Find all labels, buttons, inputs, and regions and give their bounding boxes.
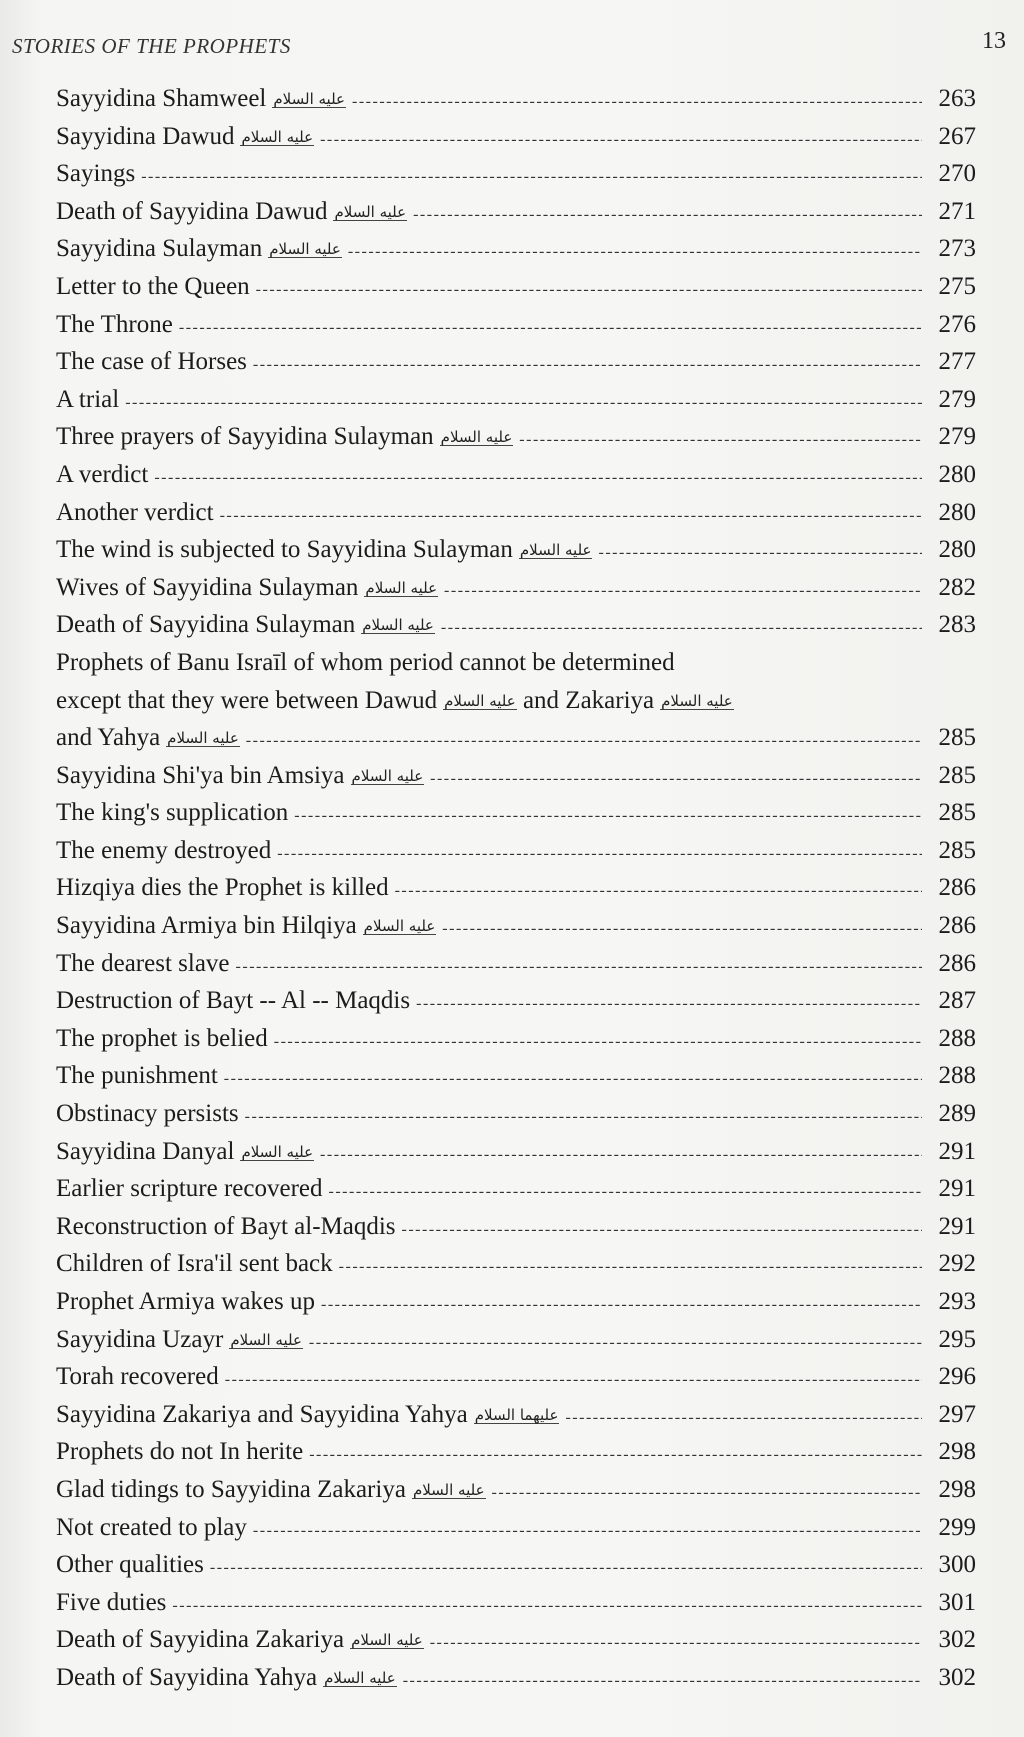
toc-entry xyxy=(56,757,976,795)
honorific-calligraphy: عليه السلام xyxy=(351,1631,423,1650)
dot-leader xyxy=(309,1436,922,1474)
toc-entry-title: A trial xyxy=(56,385,120,413)
toc-entry-page: 263 xyxy=(938,85,976,112)
toc-entry xyxy=(56,456,976,494)
toc-entry-title: A verdict xyxy=(56,460,149,488)
toc-entry-title: Earlier scripture recovered xyxy=(56,1175,323,1203)
dot-leader xyxy=(274,1023,922,1061)
toc-entry-title: Torah recovered xyxy=(56,1363,219,1391)
dot-leader xyxy=(253,346,922,384)
toc-entry-line xyxy=(56,644,976,682)
toc-entry-page: 302 xyxy=(938,1626,976,1654)
toc-entry-page: 273 xyxy=(938,235,976,263)
toc-entry xyxy=(56,1095,976,1133)
toc-entry-page: 287 xyxy=(938,987,976,1015)
dot-leader xyxy=(492,1474,922,1512)
toc-entry xyxy=(56,907,976,945)
toc-entry-title: Five duties xyxy=(56,1588,167,1616)
toc-entry-title: Prophets do not In herite xyxy=(56,1438,304,1466)
toc-entry-page: 297 xyxy=(938,1400,976,1428)
toc-entry-title: The king's supplication xyxy=(56,799,289,827)
toc-entry-title: and Yahya xyxy=(56,724,161,752)
toc-entry-page: 285 xyxy=(938,836,976,864)
toc-entry-page: 296 xyxy=(938,1363,976,1391)
honorific-calligraphy: عليه السلام xyxy=(324,1668,396,1687)
toc-entry xyxy=(56,1471,976,1509)
toc-entry xyxy=(56,1509,976,1547)
toc-entry-title: Wives of Sayyidina Sulayman xyxy=(56,573,359,601)
table-of-contents xyxy=(56,80,976,1697)
toc-entry-page: 277 xyxy=(938,348,976,376)
toc-entry xyxy=(56,80,976,118)
toc-entry xyxy=(56,1659,976,1697)
dot-leader xyxy=(253,1512,922,1550)
dot-leader xyxy=(320,1136,922,1174)
toc-entry xyxy=(56,494,976,532)
dot-leader xyxy=(125,384,922,422)
toc-entry-page: 298 xyxy=(938,1475,976,1503)
honorific-calligraphy: عليه السلام xyxy=(241,1142,314,1161)
dot-leader xyxy=(309,1324,922,1362)
toc-entry xyxy=(56,1584,976,1622)
toc-entry xyxy=(56,1621,976,1659)
toc-entry-title: except that they were between Dawud xyxy=(56,686,438,714)
toc-entry xyxy=(56,268,976,306)
dot-leader xyxy=(246,722,922,760)
dot-leader xyxy=(416,985,922,1023)
toc-entry xyxy=(56,982,976,1020)
dot-leader xyxy=(141,158,922,196)
toc-entry xyxy=(56,1358,976,1396)
toc-entry xyxy=(56,1433,976,1471)
toc-entry xyxy=(56,155,976,193)
dot-leader xyxy=(256,271,922,309)
dot-leader xyxy=(294,797,922,835)
toc-entry-page: 279 xyxy=(938,385,976,413)
toc-entry-title: Children of Isra'il sent back xyxy=(56,1250,333,1278)
toc-entry-page: 282 xyxy=(938,573,976,601)
honorific-calligraphy: عليه السلام xyxy=(351,766,424,785)
toc-entry xyxy=(56,1283,976,1321)
toc-entry xyxy=(56,118,976,156)
dot-leader xyxy=(430,760,922,798)
dot-leader xyxy=(430,1624,922,1662)
toc-entry-title: Sayyidina Uzayr xyxy=(56,1325,224,1353)
page-number: 13 xyxy=(982,28,1006,54)
toc-entry xyxy=(56,1245,976,1283)
toc-entry-title: and Zakariya xyxy=(522,686,655,714)
toc-entry-page: 280 xyxy=(938,460,976,488)
toc-entry-page: 286 xyxy=(938,874,976,902)
toc-entry-page: 275 xyxy=(938,272,976,300)
dot-leader xyxy=(236,948,922,986)
toc-entry xyxy=(56,230,976,268)
toc-entry-page: 293 xyxy=(938,1288,976,1315)
dot-leader xyxy=(210,1549,922,1587)
toc-entry-page: 302 xyxy=(938,1663,976,1691)
toc-entry-page: 276 xyxy=(938,310,976,338)
toc-entry-title: Sayings xyxy=(56,160,136,188)
dot-leader xyxy=(598,534,922,572)
toc-entry-page: 288 xyxy=(938,1062,976,1090)
toc-entry-page: 270 xyxy=(938,160,976,188)
toc-entry-title: Three prayers of Sayyidina Sulayman xyxy=(56,423,434,451)
dot-leader xyxy=(321,1286,922,1324)
toc-entry-page: 292 xyxy=(938,1250,976,1278)
toc-entry-title: The prophet is belied xyxy=(56,1024,268,1052)
toc-entry xyxy=(56,832,976,870)
toc-entry-title: Death of Sayyidina Sulayman xyxy=(56,611,356,639)
dot-leader xyxy=(444,572,922,610)
toc-entry xyxy=(56,531,976,569)
toc-entry-title: Another verdict xyxy=(56,498,214,526)
dot-leader xyxy=(224,1060,922,1098)
toc-entry-page: 286 xyxy=(938,912,976,940)
dot-leader xyxy=(442,910,922,948)
toc-entry-page: 288 xyxy=(938,1024,976,1052)
honorific-calligraphy: عليه السلام xyxy=(230,1330,302,1349)
toc-entry-line xyxy=(56,682,976,720)
honorific-calligraphy: عليه السلام xyxy=(362,616,434,635)
toc-entry-page: 298 xyxy=(938,1438,976,1466)
dot-leader xyxy=(179,309,922,347)
toc-entry xyxy=(56,1396,976,1434)
toc-entry-title: Sayyidina Sulayman xyxy=(56,235,263,263)
dot-leader xyxy=(395,872,922,910)
toc-entry xyxy=(56,1546,976,1584)
honorific-calligraphy: عليه السلام xyxy=(519,541,592,560)
toc-entry-title: Glad tidings to Sayyidina Zakariya xyxy=(56,1475,406,1503)
toc-entry-page: 285 xyxy=(938,799,976,827)
toc-entry xyxy=(56,1020,976,1058)
toc-entry-title: The case of Horses xyxy=(56,348,247,376)
toc-entry xyxy=(56,193,976,231)
dot-leader xyxy=(339,1248,922,1286)
dot-leader xyxy=(225,1361,922,1399)
toc-entry xyxy=(56,945,976,983)
dot-leader xyxy=(441,609,922,647)
toc-entry-title: Destruction of Bayt -- Al -- Maqdis xyxy=(56,987,411,1015)
honorific-calligraphy: عليه السلام xyxy=(241,127,314,146)
toc-entry xyxy=(56,1208,976,1246)
toc-entry-page: 291 xyxy=(938,1212,976,1240)
dot-leader xyxy=(320,121,922,159)
toc-entry xyxy=(56,381,976,419)
toc-entry-title: Death of Sayyidina Yahya xyxy=(56,1663,318,1691)
toc-entry xyxy=(56,606,976,644)
toc-entry-title: Other qualities xyxy=(56,1551,204,1579)
toc-entry-page: 280 xyxy=(938,536,976,564)
toc-entry xyxy=(56,1133,976,1171)
toc-entry-title: Reconstruction of Bayt al-Maqdis xyxy=(56,1212,396,1240)
dot-leader xyxy=(220,497,922,535)
toc-entry-page: 285 xyxy=(938,761,976,789)
toc-entry-page: 267 xyxy=(938,122,976,150)
toc-entry xyxy=(56,1170,976,1208)
toc-entry xyxy=(56,1057,976,1095)
dot-leader xyxy=(154,459,922,497)
honorific-calligraphy: عليه السلام xyxy=(412,1480,485,1499)
toc-entry-page: 301 xyxy=(938,1588,976,1616)
toc-entry-title: Sayyidina Danyal xyxy=(56,1137,235,1165)
honorific-calligraphy: عليهما السلام xyxy=(474,1405,559,1424)
dot-leader xyxy=(402,1211,922,1249)
dot-leader xyxy=(277,835,922,873)
running-head: STORIES OF THE PROPHETS xyxy=(12,34,291,58)
toc-entry-title: The dearest slave xyxy=(56,949,230,977)
honorific-calligraphy: عليه السلام xyxy=(167,729,239,748)
honorific-calligraphy: عليه السلام xyxy=(661,691,733,710)
toc-entry xyxy=(56,1321,976,1359)
dot-leader xyxy=(352,83,922,121)
toc-entry-title: The wind is subjected to Sayyidina Sulayman xyxy=(56,536,513,564)
toc-entry-page: 295 xyxy=(938,1325,976,1353)
toc-entry-title: Prophet Armiya wakes up xyxy=(56,1288,315,1315)
honorific-calligraphy: عليه السلام xyxy=(273,90,345,108)
honorific-calligraphy: عليه السلام xyxy=(363,917,436,936)
toc-entry-page: 289 xyxy=(938,1100,976,1128)
toc-entry-page: 279 xyxy=(938,423,976,451)
honorific-calligraphy: عليه السلام xyxy=(334,202,407,221)
toc-entry-title: The enemy destroyed xyxy=(56,836,272,864)
toc-entry-title: Hizqiya dies the Prophet is killed xyxy=(56,874,389,902)
toc-entry xyxy=(56,719,976,757)
toc-entry-title: Sayyidina Shi'ya bin Amsiya xyxy=(56,761,345,789)
dot-leader xyxy=(329,1173,922,1211)
toc-entry xyxy=(56,569,976,607)
toc-entry-title: Not created to play xyxy=(56,1513,247,1541)
dot-leader xyxy=(348,233,922,271)
toc-entry-page: 286 xyxy=(938,949,976,977)
toc-entry-title: Death of Sayyidina Dawud xyxy=(56,197,328,225)
toc-entry-title: Prophets of Banu Israīl of whom period cannot be determined xyxy=(56,648,675,676)
toc-entry-page: 291 xyxy=(938,1137,976,1165)
honorific-calligraphy: عليه السلام xyxy=(365,578,438,597)
toc-entry-title: Letter to the Queen xyxy=(56,272,250,300)
toc-entry xyxy=(56,794,976,832)
dot-leader xyxy=(403,1662,922,1700)
toc-entry-title: The Throne xyxy=(56,310,173,338)
toc-entry-title: Sayyidina Shamweel xyxy=(56,85,267,112)
toc-entry-title: The punishment xyxy=(56,1062,218,1090)
dot-leader xyxy=(519,421,922,459)
toc-entry-title: Sayyidina Dawud xyxy=(56,122,235,150)
toc-entry-page: 291 xyxy=(938,1175,976,1203)
honorific-calligraphy: عليه السلام xyxy=(440,428,513,447)
toc-entry-title: Obstinacy persists xyxy=(56,1100,239,1128)
toc-entry-title: Death of Sayyidina Zakariya xyxy=(56,1626,345,1654)
toc-entry-page: 280 xyxy=(938,498,976,526)
toc-entry xyxy=(56,343,976,381)
toc-entry-page: 271 xyxy=(938,197,976,225)
toc-entry xyxy=(56,306,976,344)
toc-entry-title: Sayyidina Zakariya and Sayyidina Yahya xyxy=(56,1400,468,1428)
honorific-calligraphy: عليه السلام xyxy=(269,240,341,259)
toc-entry-page: 300 xyxy=(938,1551,976,1579)
toc-entry-page: 285 xyxy=(938,724,976,752)
dot-leader xyxy=(565,1399,922,1437)
toc-entry-page: 283 xyxy=(938,611,976,639)
toc-entry xyxy=(56,869,976,907)
toc-entry-page: 299 xyxy=(938,1513,976,1541)
dot-leader xyxy=(413,196,922,234)
toc-entry-title: Sayyidina Armiya bin Hilqiya xyxy=(56,912,357,940)
dot-leader xyxy=(245,1098,922,1136)
toc-entry xyxy=(56,418,976,456)
dot-leader xyxy=(172,1587,922,1625)
honorific-calligraphy: عليه السلام xyxy=(444,691,516,710)
